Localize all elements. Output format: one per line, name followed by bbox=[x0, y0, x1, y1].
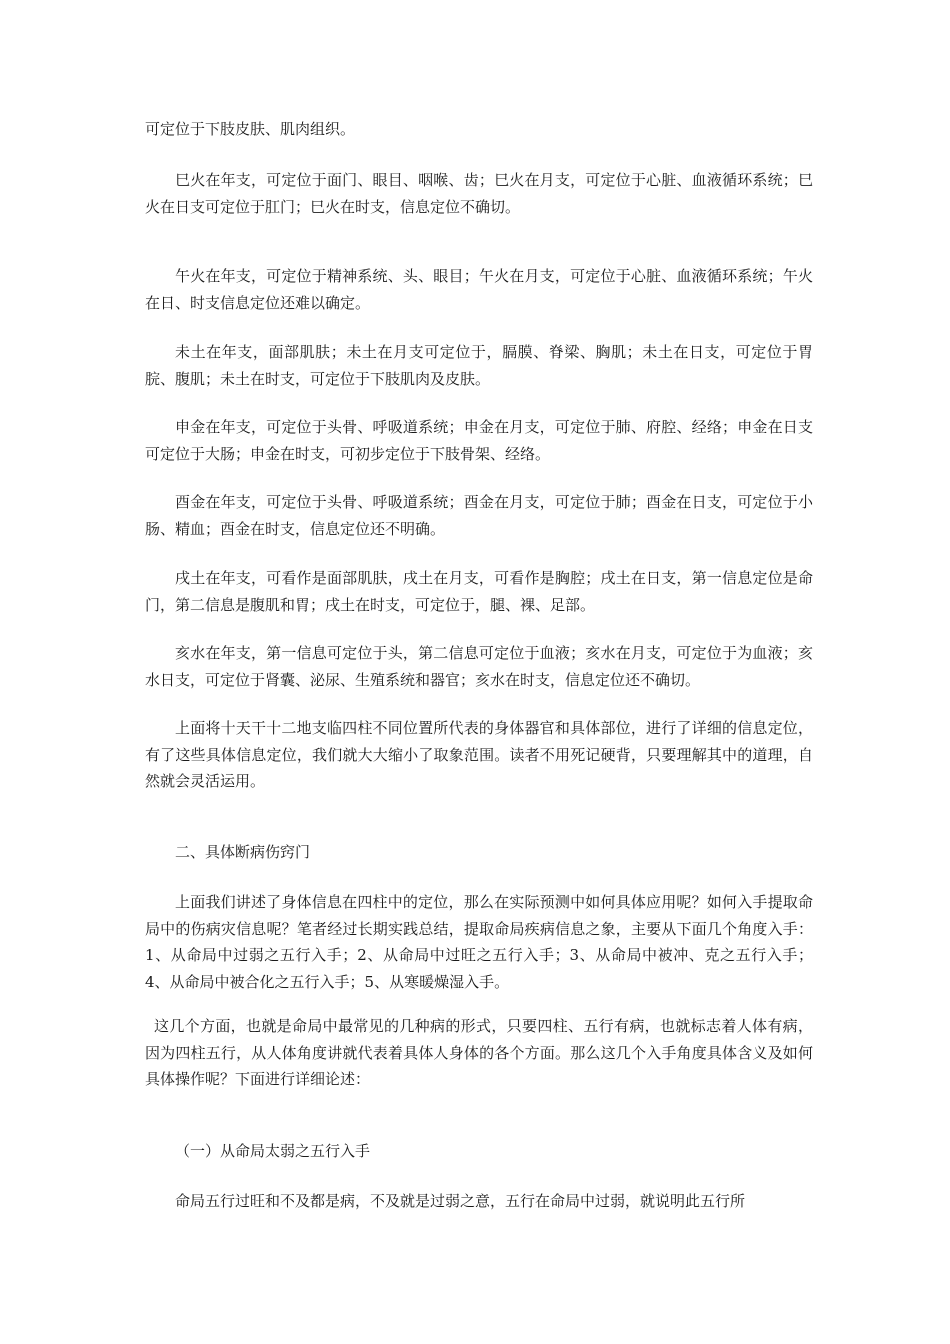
paragraph-wu-fire: 午火在年支，可定位于精神系统、头、眼目；午火在月支，可定位于心脏、血液循环系统；午火在日、时支信息定位还难以确定。 bbox=[145, 267, 813, 312]
paragraph-xu-earth: 戌土在年支，可看作是面部肌肤，戌土在月支，可看作是胸腔；戌土在日支，第一信息定位是命门，第二信息是腹肌和胃；戌土在时支，可定位于，腿、裸、足部。 bbox=[145, 569, 813, 614]
paragraph-you-metal: 酉金在年支，可定位于头骨、呼吸道系统；酉金在月支，可定位于肺；酉金在日支，可定位于小肠、精血；酉金在时支，信息定位还不明确。 bbox=[145, 493, 813, 538]
paragraph-hai-water: 亥水在年支，第一信息可定位于头，第二信息可定位于血液；亥水在月支，可定位于为血液；亥水日支，可定位于肾囊、泌尿、生殖系统和器官；亥水在时支，信息定位还不确切。 bbox=[145, 644, 813, 689]
subsection-heading: （一）从命局太弱之五行入手 bbox=[175, 1142, 371, 1160]
paragraph-continuation: 可定位于下肢皮肤、肌肉组织。 bbox=[145, 120, 356, 138]
section-heading: 二、具体断病伤窍门 bbox=[175, 843, 311, 861]
paragraph-shen-metal: 申金在年支，可定位于头骨、呼吸道系统；申金在月支，可定位于肺、府腔、经络；申金在日支可定位于大肠；申金在时支，可初步定位于下肢骨架、经络。 bbox=[145, 418, 813, 463]
paragraph-methods: 上面我们讲述了身体信息在四柱中的定位，那么在实际预测中如何具体应用呢？如何入手提取命局中的伤病灾信息呢？笔者经过长期实践总结，提取命局疾病信息之象，主要从下面几个角度入手：1、从命局中过弱之五行入手；2、从命局中过旺之五行入手；3、从命局中被冲、克之五行入手；4、从命局中被合化之五行入手；5、从寒暖燥湿入手。 bbox=[145, 893, 813, 991]
paragraph-aspects: 这几个方面，也就是命局中最常见的几种病的形式，只要四柱、五行有病，也就标志着人体有病，因为四柱五行，从人体角度讲就代表着具体人身体的各个方面。那么这几个入手角度具体含义及如何具体操作呢？下面进行详细论述： bbox=[145, 1017, 813, 1088]
paragraph-weak-element: 命局五行过旺和不及都是病，不及就是过弱之意，五行在命局中过弱，就说明此五行所 bbox=[175, 1192, 746, 1210]
paragraph-summary: 上面将十天干十二地支临四柱不同位置所代表的身体器官和具体部位，进行了详细的信息定位，有了这些具体信息定位，我们就大大缩小了取象范围。读者不用死记硬背，只要理解其中的道理，自然就会灵活运用。 bbox=[145, 719, 813, 790]
paragraph-wei-earth: 未土在年支，面部肌肤；未土在月支可定位于，膈膜、脊梁、胸肌；未土在日支，可定位于胃脘、腹肌；未土在时支，可定位于下肢肌肉及皮肤。 bbox=[145, 343, 813, 388]
paragraph-si-fire: 巳火在年支，可定位于面门、眼目、咽喉、齿；巳火在月支，可定位于心脏、血液循环系统；巳火在日支可定位于肛门；巳火在时支，信息定位不确切。 bbox=[145, 171, 813, 216]
